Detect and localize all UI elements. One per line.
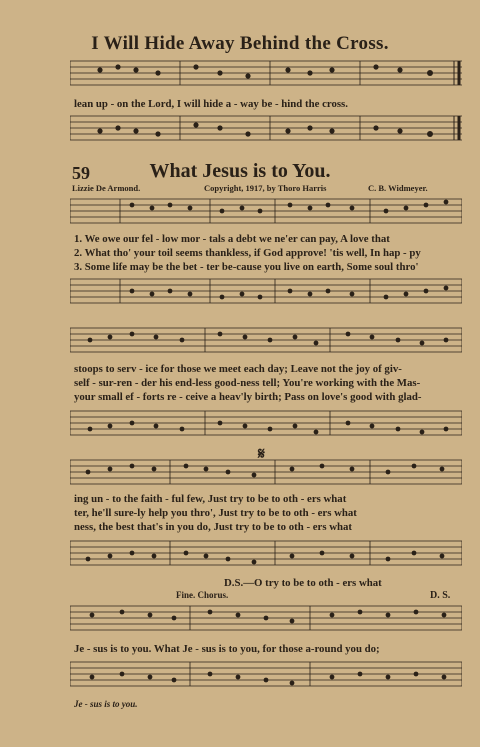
chorus-bass-staff (70, 656, 462, 694)
verse1-line1: 1. We owe our fel - low mor - tals a debt we ne'er can pay, A love that (74, 233, 390, 245)
system2-treble-staff (70, 318, 462, 362)
chorus-treble-staff (70, 600, 462, 638)
fine-chorus-mark: Fine. Chorus. (176, 590, 229, 600)
system2-bass-staff (70, 405, 462, 443)
previous-hymn-lyric-line: lean up - on the Lord, I will hide a - way be - hind the cross. (74, 98, 348, 110)
hymn-number: 59 (72, 163, 90, 183)
previous-hymn-treble-staff (70, 55, 462, 97)
system1-treble-staff (70, 193, 462, 231)
system3-treble-staff (70, 454, 462, 492)
verse1-line2: stoops to serv - ice for those we meet each day; Leave not the joy of giv- (74, 363, 402, 375)
segno-sign: 𝄋 (258, 446, 265, 463)
verse3-line3: ness, the best that's in you do, Just try to be to oth - ers what (74, 521, 353, 533)
chorus-lyric-line: Je - sus is to you. What Je - sus is to you, for those a-round you do; (74, 643, 380, 655)
previous-hymn-bass-staff (70, 110, 462, 150)
chorus-bass-lyric: Je - sus is to you. (74, 699, 138, 709)
verse2-line1: 2. What tho' your toil seems thankless, if God approve! 'tis well, In hap - py (74, 247, 421, 259)
verse1-line3: ing un - to the faith - ful few, Just try to be to oth - ers what (74, 493, 347, 505)
hymn-title: What Jesus is to You. (149, 160, 331, 182)
system1-bass-staff (70, 273, 462, 311)
verse3-line2: your small ef - forts re - ceive a heav'ly birth; Pass on love's good with glad- (74, 391, 422, 403)
system3-bass-staff (70, 535, 462, 573)
verse3-line1: 3. Some life may be the bet - ter be-cause you live on earth, Some soul thro' (74, 261, 419, 273)
previous-hymn-title: I Will Hide Away Behind the Cross. (91, 33, 389, 54)
hymn-composer: C. B. Widmeyer. (368, 183, 428, 193)
ds-lyric-line: D.S.—O try to be to oth - ers what (224, 577, 382, 589)
hymn-author: Lizzie De Armond. (72, 183, 141, 193)
hymn-copyright: Copyright, 1917, by Thoro Harris (204, 183, 327, 193)
verse2-line2: self - sur-ren - der his end-less good-ness tell; You're working with the Mas- (74, 377, 421, 389)
ds-mark: D. S. (430, 590, 451, 601)
verse2-line3: ter, he'll sure-ly help you thro', Just try to be to oth - ers what (74, 507, 357, 519)
